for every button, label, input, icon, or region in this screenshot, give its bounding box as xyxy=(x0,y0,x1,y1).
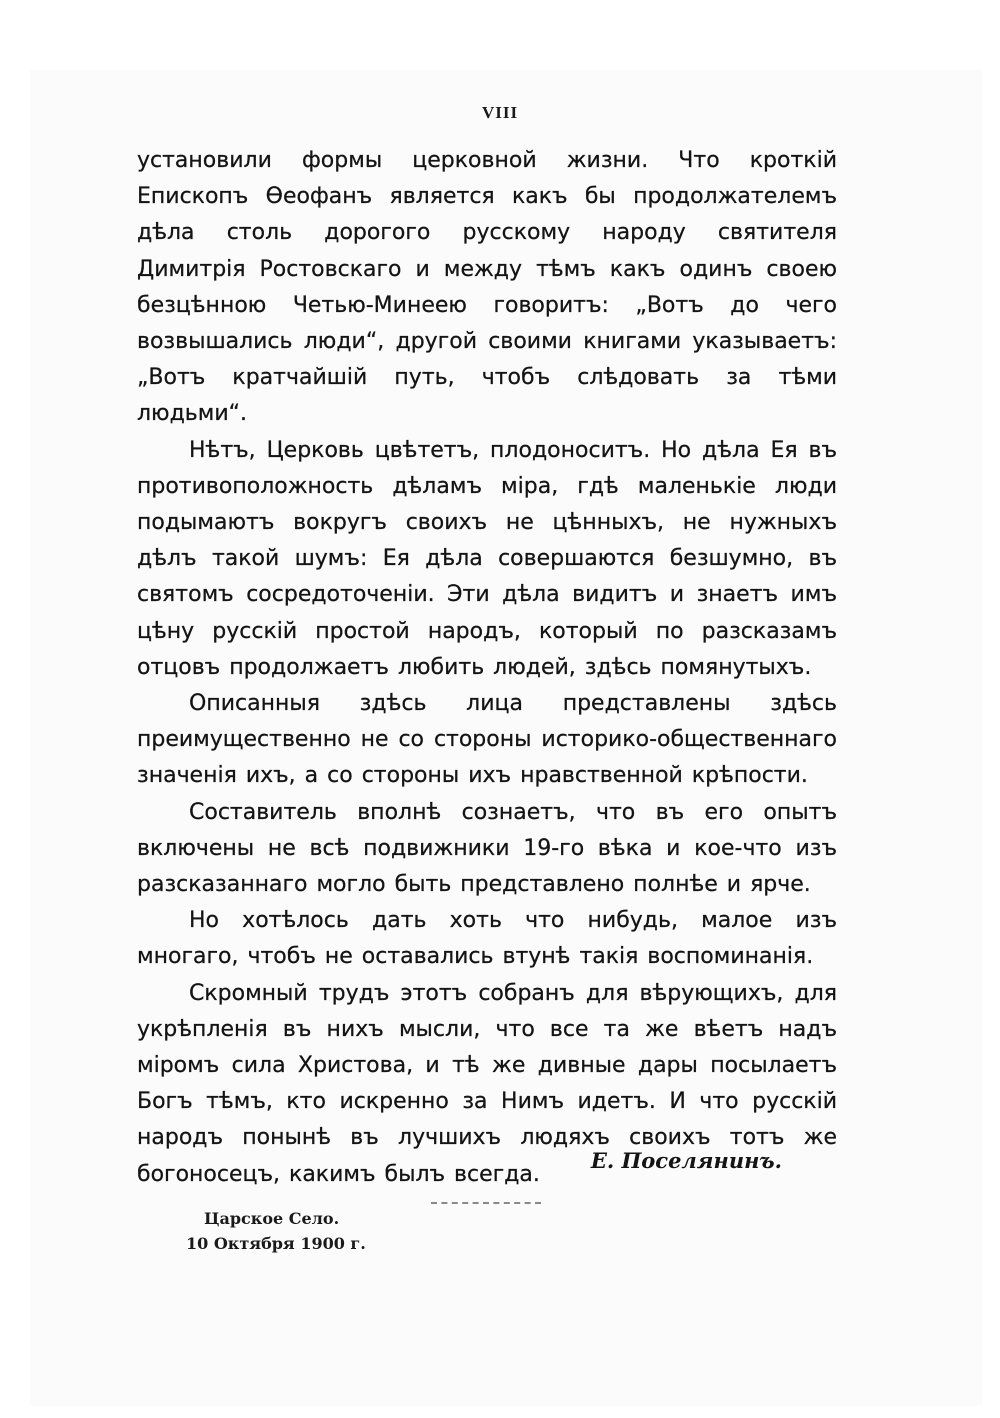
author-signature: Е. Поселянинъ. xyxy=(590,1148,782,1173)
date-line: 10 Октября 1900 г. xyxy=(186,1234,366,1253)
paragraph: установили формы церковной жизни. Что кроткій Епископъ Ѳеофанъ является какъ бы продолжателемъ дѣла столь дорогого русскому народу святителя Димитрія Ростовскаго и между тѣмъ какъ одинъ своею безцѣнною Четью-Минеею говоритъ: „Вотъ до чего возвышались люди“, другой своими книгами указываетъ: „Вотъ кратчайшій путь, чтобъ слѣдовать за тѣми людьми“. xyxy=(137,148,837,427)
separator-rule xyxy=(431,1202,541,1204)
page-number: VIII xyxy=(481,103,519,122)
place-line: Царское Село. xyxy=(204,1209,340,1228)
paragraph: Но хотѣлось дать хоть что нибудь, малое изъ многаго, чтобъ не оставались втунѣ такія воспоминанія. xyxy=(137,908,837,970)
paragraph: Скромный трудъ этотъ собранъ для вѣрующихъ, для укрѣпленія въ нихъ мысли, что все та же вѣетъ надъ міромъ сила Христова, и тѣ же дивные дары посылаетъ Богъ тѣмъ, кто искренно за Нимъ идетъ. И что русскій народъ понынѣ въ лучшихъ людяхъ своихъ тотъ же богоносецъ, какимъ былъ всегда. xyxy=(137,980,837,1187)
place-date-block xyxy=(186,1206,366,1256)
paragraph: Описанныя здѣсь лица представлены здѣсь преимущественно не со стороны историко-общественнаго значенія ихъ, а со стороны ихъ нравственной крѣпости. xyxy=(137,691,837,789)
paragraph: Составитель вполнѣ сознаетъ, что въ его опытъ включены не всѣ подвижники 19-го вѣка и кое-что изъ разсказаннаго могло быть представлено полнѣе и ярче. xyxy=(137,799,837,898)
paragraph: Нѣтъ, Церковь цвѣтетъ, плодоноситъ. Но дѣла Ея въ противоположность дѣламъ міра, гдѣ маленькіе люди подымаютъ вокругъ своихъ не цѣнныхъ, не нужныхъ дѣлъ такой шумъ: Ея дѣла совершаются безшумно, въ святомъ сосредоточеніи. Эти дѣла видитъ и знаетъ имъ цѣну русскій простой народъ, который по разсказамъ отцовъ продолжаетъ любить людей, здѣсь помянутыхъ. xyxy=(137,437,837,680)
body-text xyxy=(137,143,837,1193)
